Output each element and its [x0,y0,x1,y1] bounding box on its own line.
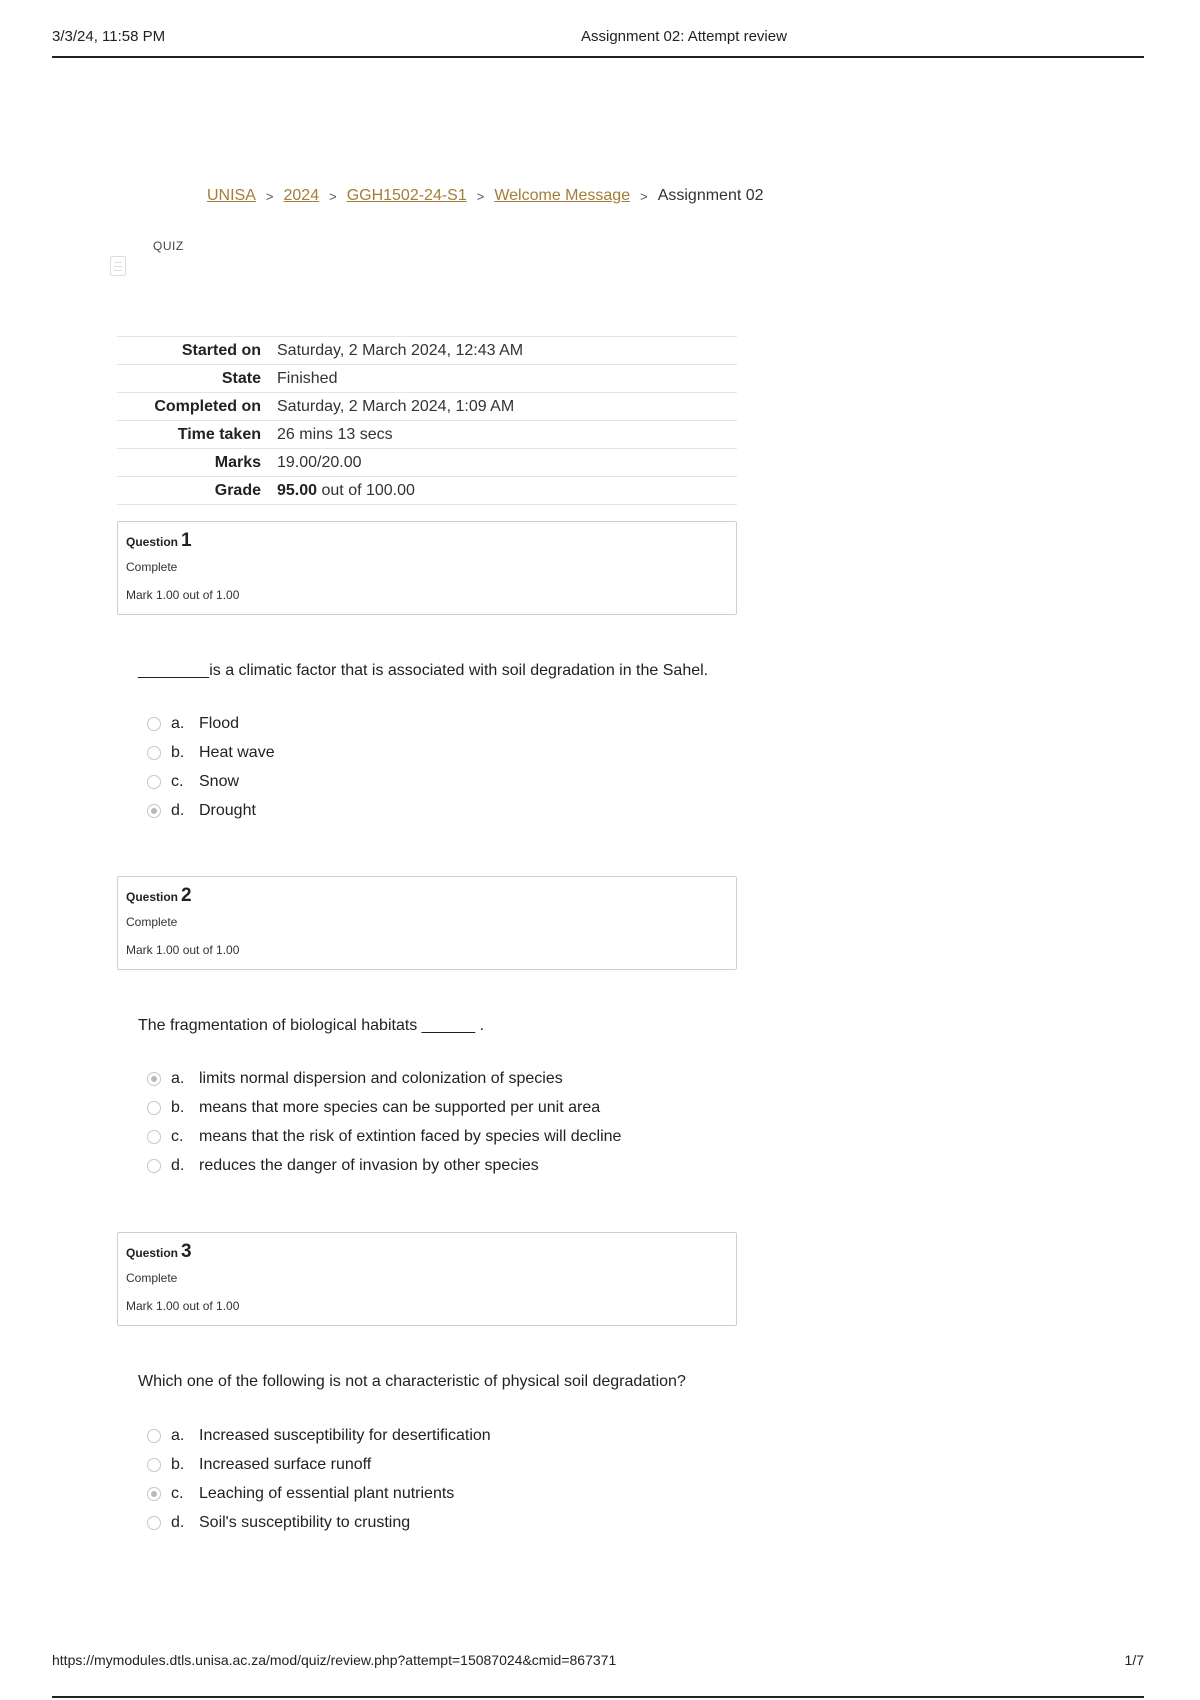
answer-option[interactable]: a. Flood [147,709,275,738]
summary-label: Marks [214,453,261,471]
breadcrumb-current: Assignment 02 [657,187,764,204]
question-info-3 [117,1232,737,1326]
summary-row-started [117,337,737,365]
radio-button[interactable] [147,717,161,731]
summary-value: Finished [277,369,338,387]
radio-button[interactable] [147,1101,161,1115]
radio-button[interactable] [147,1159,161,1173]
answer-option[interactable]: c. Snow [147,767,275,796]
summary-value: 19.00/20.00 [277,453,362,471]
answer-option-selected[interactable]: d. Drought [147,796,275,825]
summary-row-marks [117,449,737,477]
answer-option[interactable]: d. reduces the danger of invasion by other species [147,1151,621,1180]
print-page-number: 1/7 [1124,1652,1144,1668]
radio-button[interactable] [147,1429,161,1443]
answer-option[interactable]: c. means that the risk of extintion faced by species will decline [147,1122,621,1151]
answer-option-selected[interactable]: c. Leaching of essential plant nutrients [147,1479,491,1508]
radio-button[interactable] [147,1458,161,1472]
question-state: Complete [126,560,178,574]
breadcrumb-link-year[interactable]: 2024 [283,187,320,204]
radio-button[interactable] [147,1516,161,1530]
question-text: The fragmentation of biological habitats ______ . [138,1017,485,1034]
answer-option[interactable]: b. means that more species can be supported per unit area [147,1093,621,1122]
attempt-summary-table [117,336,737,505]
question-number: Question 1 [126,530,192,551]
radio-button-checked[interactable] [147,1072,161,1086]
question-mark: Mark 1.00 out of 1.00 [126,1299,240,1313]
summary-row-completed [117,393,737,421]
breadcrumb-separator: > [640,188,648,204]
question-number: Question 3 [126,1241,192,1262]
summary-row-state [117,365,737,393]
answer-options [147,1064,621,1180]
radio-button-checked[interactable] [147,804,161,818]
question-mark: Mark 1.00 out of 1.00 [126,943,240,957]
summary-label: State [221,369,261,387]
summary-label: Time taken [177,425,261,443]
answer-option-selected[interactable]: a. limits normal dispersion and colonization of species [147,1064,621,1093]
summary-row-grade [117,477,737,505]
question-mark: Mark 1.00 out of 1.00 [126,588,240,602]
radio-button[interactable] [147,1130,161,1144]
summary-label: Completed on [154,397,261,415]
print-url: https://mymodules.dtls.unisa.ac.za/mod/quiz/review.php?attempt=15087024&cmid=867371 [52,1652,617,1668]
radio-button[interactable] [147,746,161,760]
breadcrumb-separator: > [329,188,337,204]
activity-type-label: QUIZ [153,239,184,253]
breadcrumb [207,187,764,205]
answer-option[interactable]: b. Increased surface runoff [147,1450,491,1479]
answer-options [147,709,275,825]
summary-label: Grade [214,481,261,499]
answer-option[interactable]: a. Increased susceptibility for desertification [147,1421,491,1450]
question-state: Complete [126,1271,178,1285]
summary-row-time-taken [117,421,737,449]
print-title: Assignment 02: Attempt review [581,28,787,45]
radio-button[interactable] [147,775,161,789]
question-text: ________is a climatic factor that is associated with soil degradation in the Sahel. [138,662,709,679]
print-header [52,28,1144,58]
breadcrumb-link-unisa[interactable]: UNISA [207,187,256,204]
summary-label: Started on [181,341,261,359]
breadcrumb-separator: > [265,188,274,204]
breadcrumb-link-course[interactable]: GGH1502-24-S1 [346,187,467,204]
summary-value: 26 mins 13 secs [277,425,393,443]
breadcrumb-link-section[interactable]: Welcome Message [494,187,631,204]
answer-options [147,1421,491,1537]
question-number: Question 2 [126,885,192,906]
breadcrumb-separator: > [476,188,485,204]
summary-value [277,477,737,505]
question-info-2 [117,876,737,970]
print-footer [52,1652,1144,1698]
quiz-icon [110,256,126,276]
grade-score: 95.00 [277,481,318,499]
radio-button-checked[interactable] [147,1487,161,1501]
question-info-1 [117,521,737,615]
summary-value: Saturday, 2 March 2024, 12:43 AM [277,341,524,359]
answer-option[interactable]: d. Soil's susceptibility to crusting [147,1508,491,1537]
summary-value: Saturday, 2 March 2024, 1:09 AM [277,397,515,415]
answer-option[interactable]: b. Heat wave [147,738,275,767]
print-date: 3/3/24, 11:58 PM [52,28,166,45]
grade-out-of: out of 100.00 [321,481,415,499]
question-state: Complete [126,915,178,929]
question-text: Which one of the following is not a characteristic of physical soil degradation? [138,1373,686,1390]
